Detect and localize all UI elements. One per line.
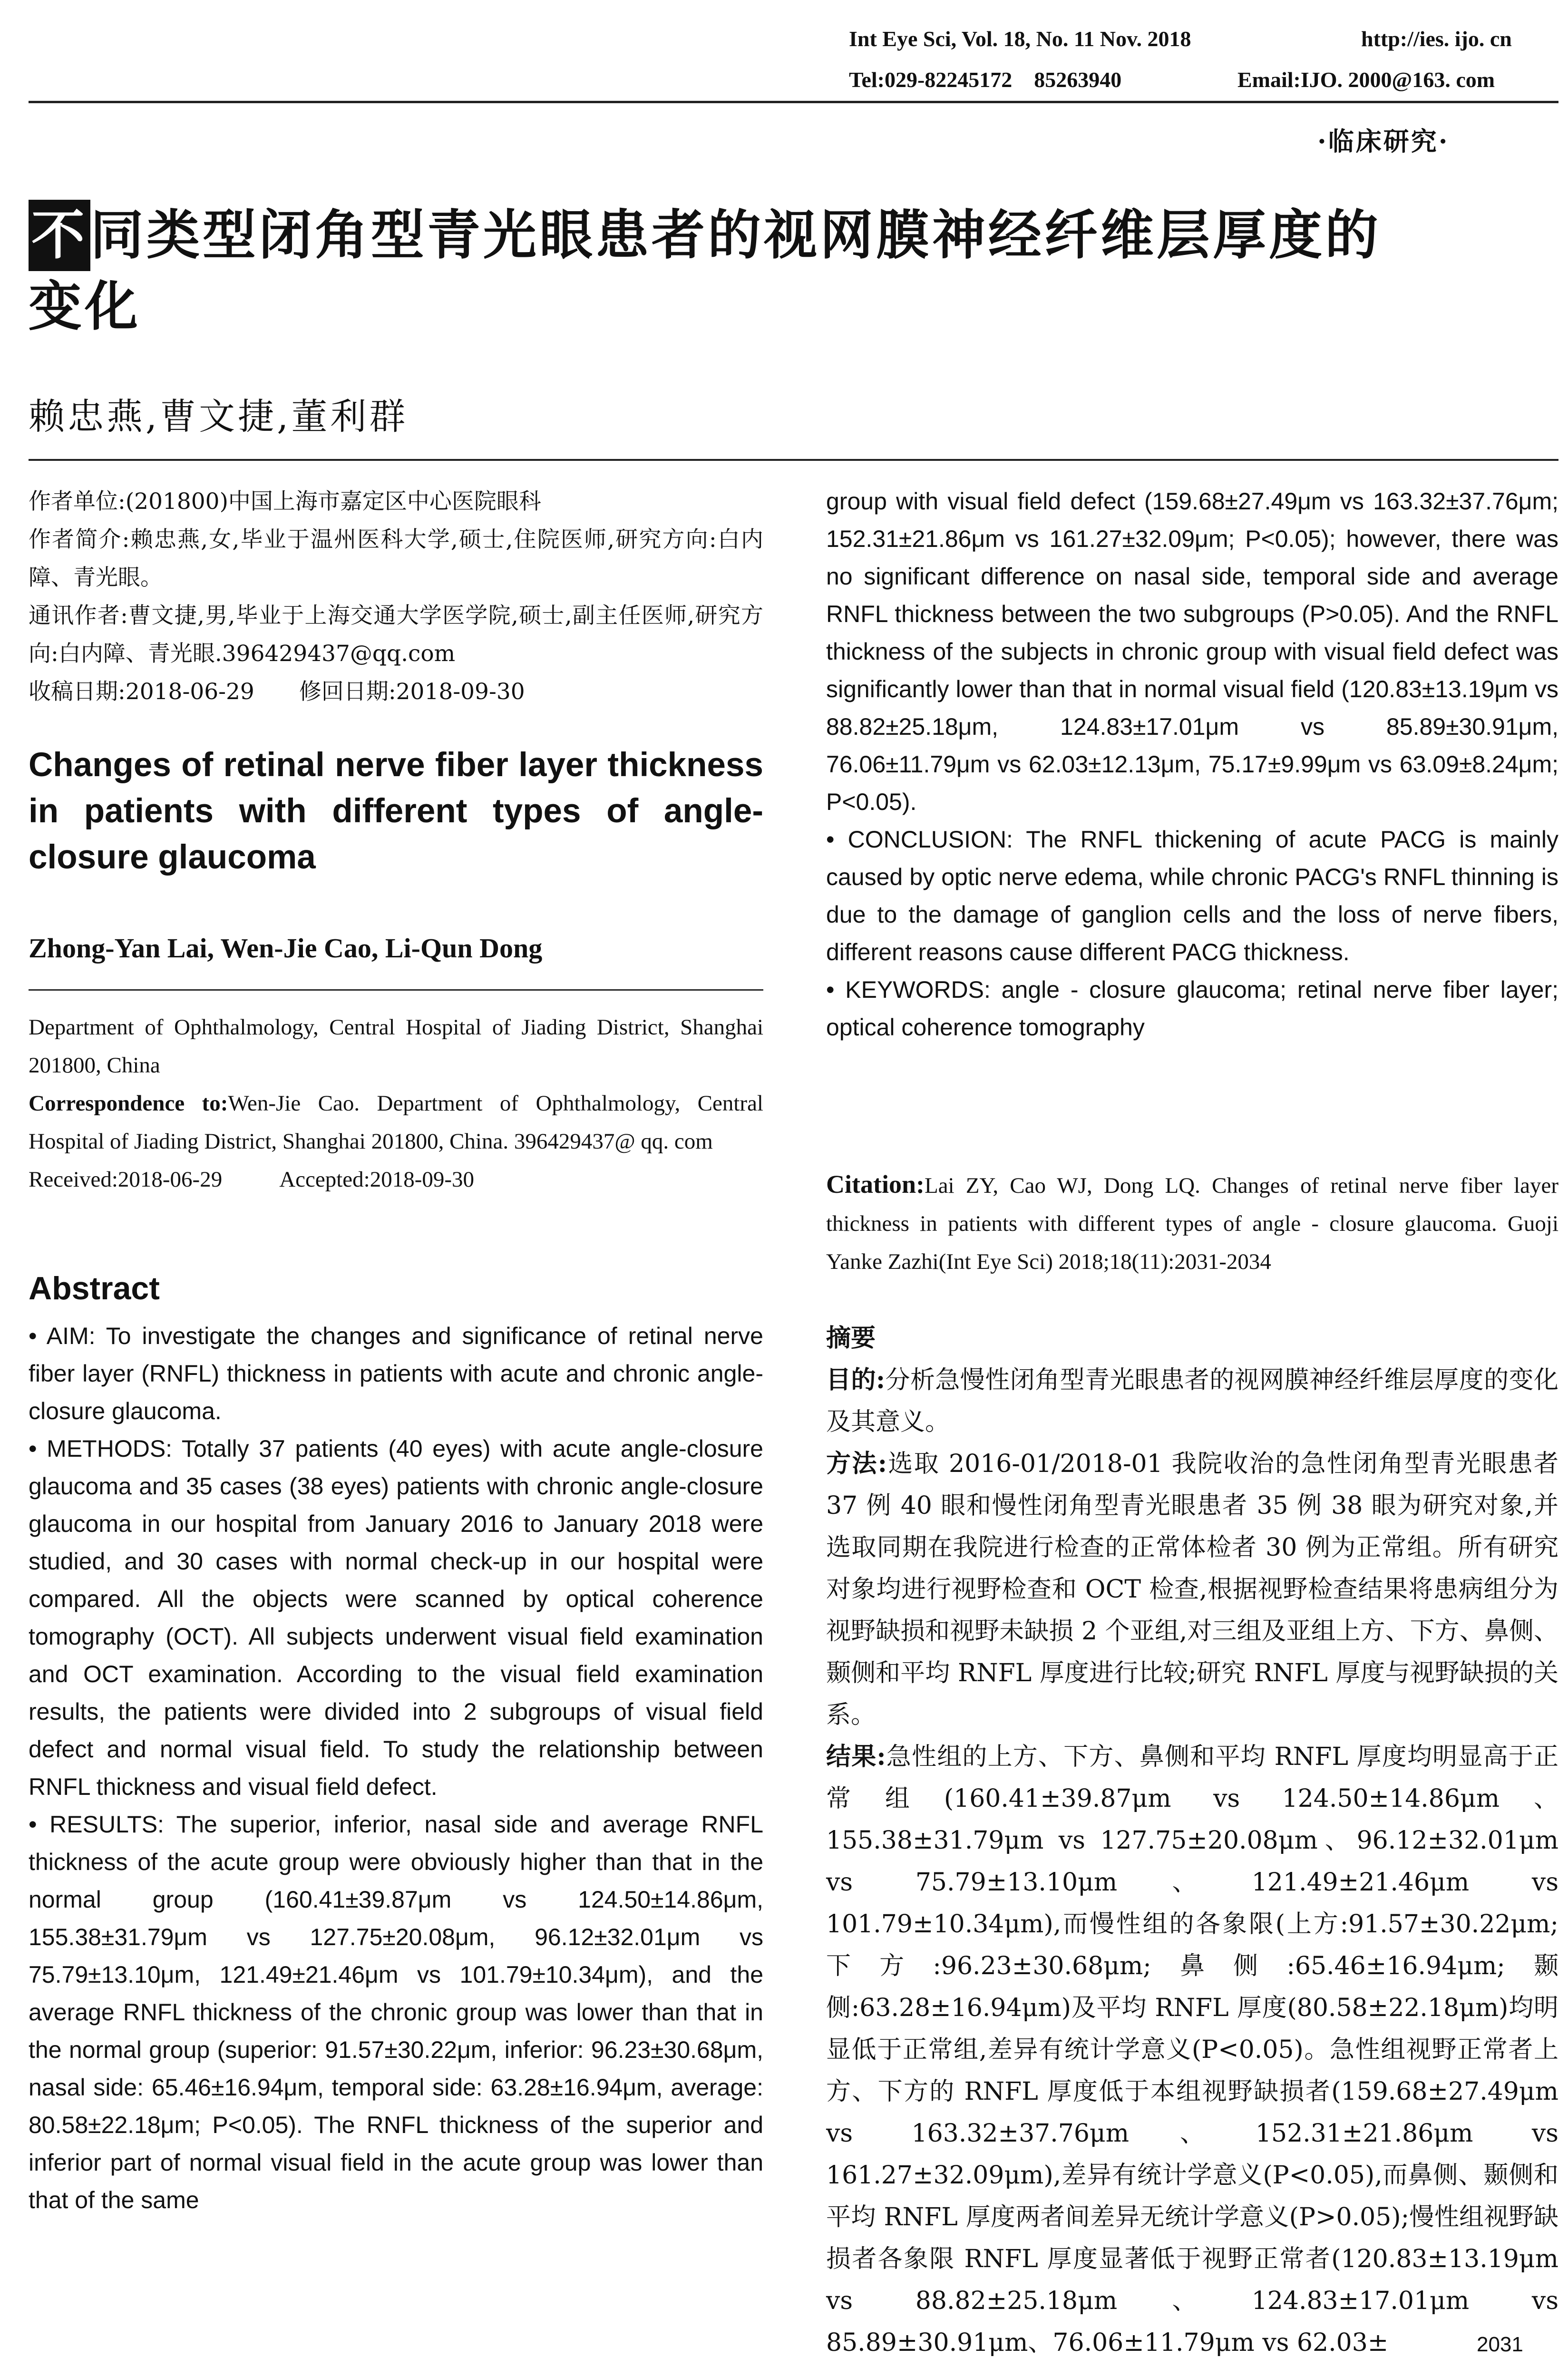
abstract-conclusion: • CONCLUSION: The RNFL thickening of acute PACG is mainly caused by optic nerve edema, while chronic PACG's RNFL thinning is due to the damage of ganglion cells and the loss of nerve fibers, different reasons cause different PACG thickness. — [826, 826, 1558, 965]
section-label: ·临床研究· — [1317, 126, 1450, 156]
abstract-keywords: • KEYWORDS: angle - closure glaucoma; retinal nerve fiber layer; optical coherence tomography — [826, 976, 1558, 1041]
journal-header-line2-right: Email:IJO. 2000@163. com — [1237, 68, 1495, 92]
correspondence-label: Correspondence to: — [29, 1091, 228, 1116]
header-rule — [29, 101, 1558, 103]
title-en: Changes of retinal nerve fiber layer thickness in patients with different types of angle-closure glaucoma — [29, 746, 763, 876]
abstract-aim: • AIM: To investigate the changes and significance of retinal nerve fiber layer (RNFL) thickness in patients with acute and chronic angle-closure glaucoma. — [29, 1323, 763, 1424]
journal-header-line2-left: Tel:029-82245172 85263940 — [849, 68, 1122, 92]
abstract-results-part1: • RESULTS: The superior, inferior, nasal side and average RNFL thickness of the acute group were obviously higher than that in the normal group (160.41±39.87μm vs 124.50±14.86μm, 155.38±31.79μm vs 127.75±20.08μm, 96.12±32.01μm vs 75.79±13.10μm, 121.49±21.46μm vs 101.79±10.34μm), and the average RNFL thickness of the chronic group was lower than that in the normal group (superior: 91.57±30.22μm, inferior: 96.23±30.68μm, nasal side: 65.46±16.94μm, temporal side: 63.28±16.94μm, average: 80.58±22.18μm; P<0.05). The RNFL thickness of the superior and inferior part of normal visual field in the acute group was lower than that of the same — [29, 1811, 763, 2213]
citation-label: Citation: — [826, 1170, 925, 1198]
abstract-cn — [826, 1317, 1558, 2364]
abstract-cn-methods — [826, 1443, 1558, 1736]
correspondence-text: Wen-Jie Cao. Department of Ophthalmology, Central Hospital of Jiading District, Shanghai 201800, China. 396429437@ qq. com — [29, 1091, 763, 1154]
abstract-results-part2: group with visual field defect (159.68±27.49μm vs 163.32±37.76μm; 152.31±21.86μm vs 161.27±32.09μm; P<0.05); however, there was no significant difference on nasal side, temporal side and average RNFL thickness between the two subgroups (P>0.05). And the RNFL thickness of the subjects in chronic group with visual field defect was significantly lower than that in normal visual field (120.83±13.19μm vs 88.82±25.18μm, 124.83±17.01μm vs 85.89±30.91μm, 76.06±11.79μm vs 62.03±12.13μm, 75.17±9.99μm vs 63.09±8.24μm; P<0.05). — [826, 488, 1558, 815]
info-profile: 作者简介:赖忠燕,女,毕业于温州医科大学,硕士,住院医师,研究方向:白内障、青光眼。 — [29, 526, 763, 591]
title-line1: 同类型闭角型青光眼患者的视网膜神经纤维层厚度的 — [90, 205, 1381, 266]
abstract-cn-methods-text: 选取 2016-01/2018-01 我院收治的急性闭角型青光眼患者 37 例 40 眼和慢性闭角型青光眼患者 35 例 38 眼为研究对象,并选取同期在我院进行检查的正常体检者 30 例为正常组。所有研究对象均进行视野检查和 OCT 检查,根据视野检查结果将患病组分为视野缺损和视野未缺损 2 个亚组,对三组及亚组上方、下方、鼻侧、颞侧和平均 RNFL 厚度进行比较;研究 RNFL 厚度与视野缺损的关系。 — [826, 1450, 1558, 1729]
citation-text: Lai ZY, Cao WJ, Dong LQ. Changes of retinal nerve fiber layer thickness in patients with different types of angle - closure glaucoma. Guoji Yanke Zazhi(Int Eye Sci) 2018;18(11):2031-2034 — [826, 1173, 1558, 1274]
authors-en: Zhong-Yan Lai, Wen-Jie Cao, Li-Qun Dong — [29, 933, 543, 964]
abstract-cn-results-text: 急性组的上方、下方、鼻侧和平均 RNFL 厚度均明显高于正常组(160.41±39.87μm vs 124.50±14.86μm、155.38±31.79μm vs 127.75±20.08μm、96.12±32.01μm vs 75.79±13.10μm、121.49±21.46μm vs 101.79±10.34μm),而慢性组的各象限(上方:91.57±30.22μm;下方:96.23±30.68μm;鼻侧:65.46±16.94μm;颞侧:63.28±16.94μm)及平均 RNFL 厚度(80.58±22.18μm)均明显低于正常组,差异有统计学意义(P<0.05)。急性组视野正常者上方、下方的 RNFL 厚度低于本组视野缺损者(159.68±27.49μm vs 163.32±37.76μm、152.31±21.86μm vs 161.27±32.09μm),差异有统计学意义(P<0.05),而鼻侧、颞侧和平均 RNFL 厚度两者间差异无统计学意义(P>0.05);慢性组视野缺损者各象限 RNFL 厚度显著低于视野正常者(120.83±13.19μm vs 88.82±25.18μm、124.83±17.01μm vs 85.89±30.91μm、76.06±11.79μm vs 62.03± — [826, 1743, 1558, 2357]
citation — [826, 1165, 1558, 1281]
abstract-heading: Abstract — [29, 1270, 160, 1306]
title-cn — [29, 200, 1560, 342]
abstract-cn-results-label: 结果: — [826, 1742, 886, 1771]
page-number: 2031 — [1477, 2333, 1523, 2356]
abstract-cn-aim-text: 分析急慢性闭角型青光眼患者的视网膜神经纤维层厚度的变化及其意义。 — [826, 1366, 1558, 1436]
affiliation-block — [29, 1008, 763, 1198]
accepted-date: Accepted:2018-09-30 — [279, 1167, 475, 1192]
authors-rule — [29, 459, 1558, 461]
title-first-char: 不 — [29, 200, 90, 271]
abstract-cn-heading: 摘要 — [826, 1324, 876, 1353]
authors-cn: 赖忠燕,曹文捷,董利群 — [29, 395, 409, 438]
abstract-cn-aim-label: 目的: — [826, 1365, 886, 1394]
correspondence — [29, 1084, 763, 1160]
abstract-methods: • METHODS: Totally 37 patients (40 eyes) with acute angle-closure glaucoma and 35 cases (38 eyes) patients with chronic angle-closure glaucoma in our hospital from January 2016 to January 2018 were studied, and 30 cases with normal check-up in our hospital were compared. All the objects were scanned by optical coherence tomography (OCT). All subjects underwent visual field examination and OCT examination. According to the visual field examination results, the patients were divided into 2 subgroups of visual field defect and normal visual field. To study the relationship between RNFL thickness and visual field defect. — [29, 1435, 763, 1800]
info-dates: 收稿日期:2018-06-29 修回日期:2018-09-30 — [29, 679, 525, 705]
abstract-cn-methods-label: 方法: — [826, 1449, 887, 1478]
journal-header-line1-left: Int Eye Sci, Vol. 18, No. 11 Nov. 2018 — [849, 27, 1191, 51]
journal-header-line1-right: http://ies. ijo. cn — [1361, 27, 1512, 51]
affiliation: Department of Ophthalmology, Central Hospital of Jiading District, Shanghai 201800, China — [29, 1015, 763, 1078]
info-unit: 作者单位:(201800)中国上海市嘉定区中心医院眼科 — [29, 488, 541, 515]
title-line2: 变化 — [29, 276, 141, 338]
abstract-cn-aim — [826, 1359, 1558, 1443]
abstract-cn-results — [826, 1736, 1558, 2364]
abstract-en-right — [826, 483, 1558, 1046]
received-date: Received:2018-06-29 — [29, 1167, 223, 1192]
authors-en-rule — [29, 989, 763, 991]
dates-line — [29, 1160, 763, 1198]
info-correspondence: 通讯作者:曹文捷,男,毕业于上海交通大学医学院,硕士,副主任医师,研究方向:白内障、青光眼.396429437@qq.com — [29, 603, 763, 667]
author-info-cn — [29, 483, 763, 711]
abstract-en-left — [29, 1317, 763, 2219]
